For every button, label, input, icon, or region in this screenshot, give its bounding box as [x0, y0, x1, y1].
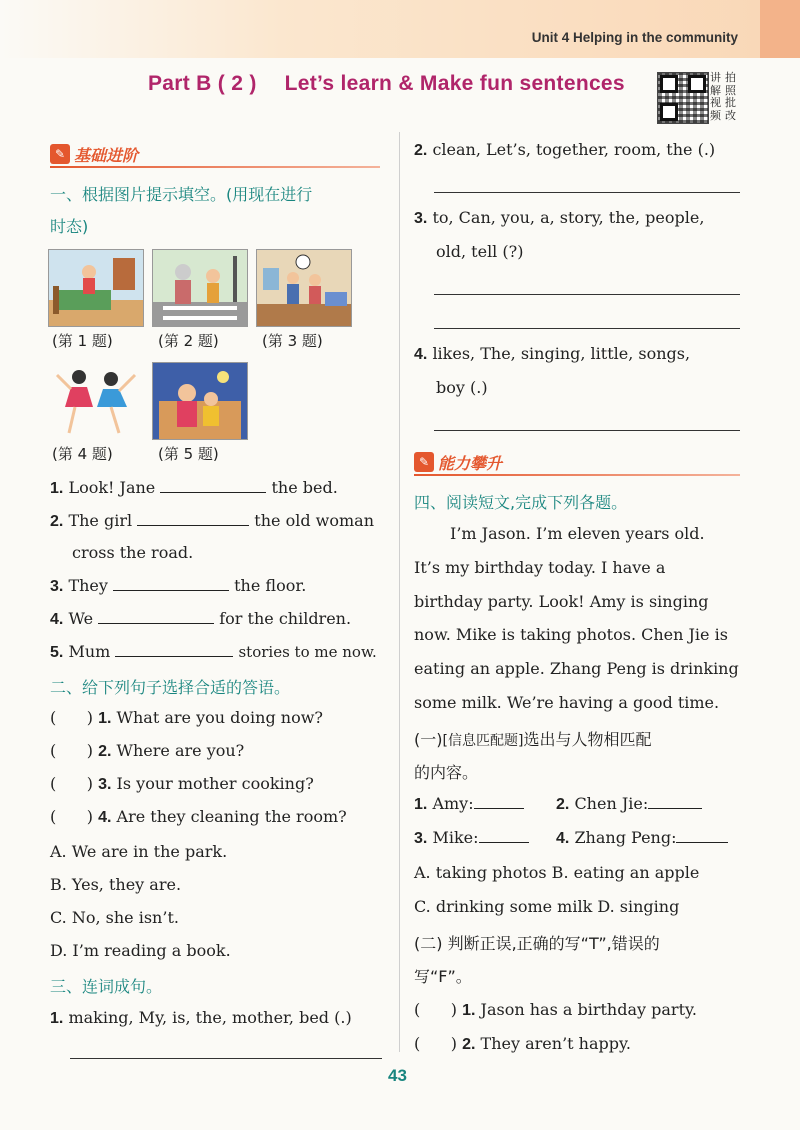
person-1: 1. Amy:	[414, 794, 524, 814]
passage-line-6: some milk. We’re having a good time.	[414, 693, 720, 712]
picture-3	[256, 249, 352, 327]
page-number: 43	[388, 1066, 407, 1085]
option-c: C. No, she isn’t.	[50, 908, 179, 927]
person-4: 4. Zhang Peng:	[556, 828, 728, 848]
section-basic: ✎ 基础进阶	[50, 140, 138, 168]
choices-line-2: C. drinking some milk D. singing	[414, 897, 680, 916]
order-item-4: 4. likes, The, singing, little, songs,	[414, 344, 691, 363]
answer-blank[interactable]	[648, 794, 702, 809]
section-underline	[50, 166, 380, 168]
answer-blank[interactable]	[479, 828, 529, 843]
unit-label: Unit 4 Helping in the community	[531, 30, 738, 45]
sub1-heading-cont: 的内容。	[414, 763, 479, 782]
fill-item-3: 3. They the floor.	[50, 576, 307, 595]
answer-line[interactable]	[70, 1058, 382, 1059]
answer-line[interactable]	[434, 192, 740, 193]
sub1-heading: (一)[信息匹配题]选出与人物相匹配	[414, 730, 652, 749]
person-2: 2. Chen Jie:	[556, 794, 702, 814]
tf-item-1: ( ) 1. Jason has a birthday party.	[414, 1000, 697, 1019]
match-item-1: ( ) 1. What are you doing now?	[50, 708, 323, 727]
runner-icon: ✎	[50, 144, 70, 164]
answer-blank[interactable]	[115, 642, 233, 657]
match-item-3: ( ) 3. Is your mother cooking?	[50, 774, 314, 793]
column-divider	[399, 132, 400, 1052]
picture-2	[152, 249, 248, 327]
section-advanced: ✎ 能力攀升	[414, 448, 502, 476]
picture-4	[48, 362, 144, 440]
answer-blank[interactable]	[474, 794, 524, 809]
passage-line-1: I’m Jason. I’m eleven years old.	[450, 524, 705, 543]
answer-blank[interactable]	[137, 511, 249, 526]
answer-blank[interactable]	[160, 478, 266, 493]
picture-5	[152, 362, 248, 440]
order-item-2: 2. clean, Let’s, together, room, the (.)	[414, 140, 716, 159]
caption-3: (第 3 题)	[262, 332, 323, 350]
order-item-3: 3. to, Can, you, a, story, the, people,	[414, 208, 705, 227]
title-part: Part B ( 2 )	[148, 72, 257, 95]
girl-making-bed-illustration	[49, 250, 143, 326]
answer-blank[interactable]	[98, 609, 214, 624]
runner-icon: ✎	[414, 452, 434, 472]
passage-line-4: now. Mike is taking photos. Chen Jie is	[414, 625, 728, 644]
fill-item-2-cont: cross the road.	[72, 543, 194, 562]
order-item-4-cont: boy (.)	[436, 378, 488, 397]
qr-labels: 讲 拍 解 照 视 批 频 改	[710, 71, 736, 122]
page-title	[148, 72, 625, 96]
part-c-heading: 三、连词成句。	[50, 977, 163, 996]
answer-line[interactable]	[434, 430, 740, 431]
answer-blank[interactable]	[113, 576, 229, 591]
fill-item-4: 4. We for the children.	[50, 609, 352, 628]
answer-blank[interactable]	[676, 828, 728, 843]
people-sweeping-floor-illustration	[257, 250, 351, 326]
section-underline	[414, 474, 740, 476]
part-d-heading: 四、阅读短文,完成下列各题。	[414, 493, 628, 512]
qr-code-icon[interactable]	[657, 72, 709, 124]
caption-1: (第 1 题)	[52, 332, 113, 350]
order-item-1: 1. making, My, is, the, mother, bed (.)	[50, 1008, 352, 1027]
sub2-heading-cont: 写“F”。	[414, 967, 472, 986]
passage-line-3: birthday party. Look! Amy is singing	[414, 592, 709, 611]
fill-item-2: 2. The girl the old woman	[50, 511, 374, 530]
caption-5: (第 5 题)	[158, 445, 219, 463]
caption-2: (第 2 题)	[158, 332, 219, 350]
order-item-3-cont: old, tell (?)	[436, 242, 524, 261]
mum-telling-stories-illustration	[153, 363, 247, 439]
tf-item-2: ( ) 2. They aren’t happy.	[414, 1034, 631, 1053]
girls-dancing-illustration	[49, 363, 143, 439]
caption-4: (第 4 题)	[52, 445, 113, 463]
part-a-heading: 一、根据图片提示填空。(用现在进行	[50, 185, 313, 204]
match-item-2: ( ) 2. Where are you?	[50, 741, 245, 760]
answer-line[interactable]	[434, 294, 740, 295]
match-item-4: ( ) 4. Are they cleaning the room?	[50, 807, 347, 826]
person-3: 3. Mike:	[414, 828, 529, 848]
option-b: B. Yes, they are.	[50, 875, 182, 894]
passage-line-5: eating an apple. Zhang Peng is drinking	[414, 659, 739, 678]
option-a: A. We are in the park.	[50, 842, 228, 861]
title-topic: Let’s learn & Make fun sentences	[284, 72, 625, 95]
girl-helping-old-woman-illustration	[153, 250, 247, 326]
header-corner	[760, 0, 800, 58]
part-a-heading-cont: 时态)	[50, 217, 89, 236]
sub2-heading: (二) 判断正误,正确的写“T”,错误的	[414, 934, 660, 953]
choices-line-1: A. taking photos B. eating an apple	[414, 863, 700, 882]
header-band	[0, 0, 800, 58]
fill-item-5: 5. Mum stories to me now.	[50, 642, 377, 661]
passage-line-2: It’s my birthday today. I have a	[414, 558, 666, 577]
option-d: D. I’m reading a book.	[50, 941, 231, 960]
answer-line[interactable]	[434, 328, 740, 329]
picture-1	[48, 249, 144, 327]
fill-item-1: 1. Look! Jane the bed.	[50, 478, 338, 497]
part-b-heading: 二、给下列句子选择合适的答语。	[50, 678, 291, 697]
